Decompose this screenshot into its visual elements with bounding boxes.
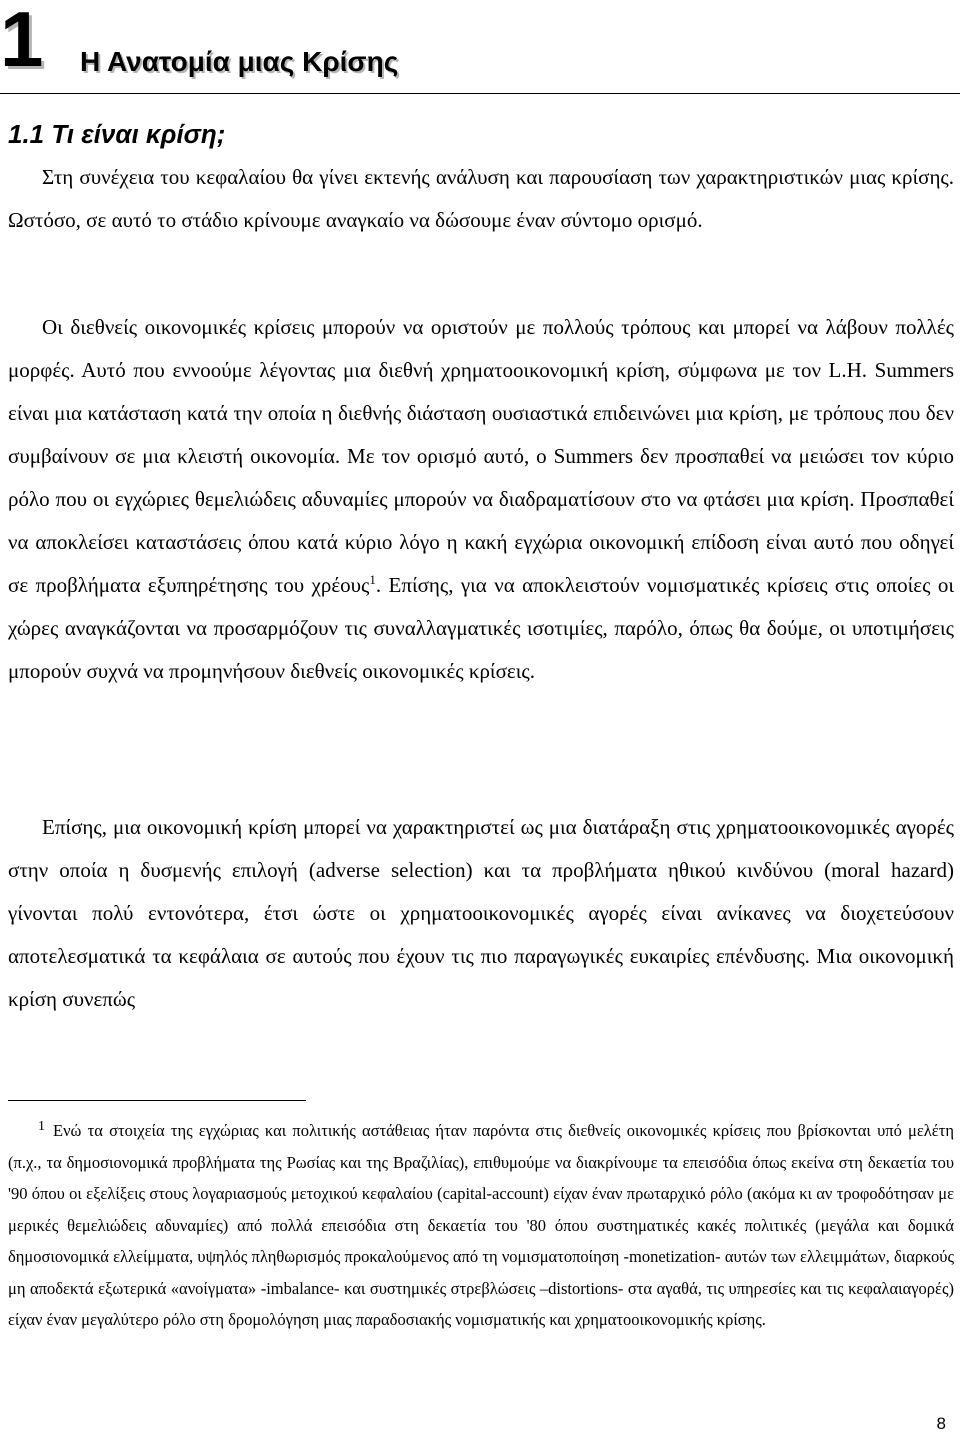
paragraph-1-text: Στη συνέχεια του κεφαλαίου θα γίνει εκτενής ανάλυση και παρουσίαση των χαρακτηριστικών μιας κρίσης. Ωστόσο, σε αυτό το στάδιο κρίνουμε αναγκαίο να δώσουμε έναν σύντομο ορισμό.: [8, 165, 954, 232]
chapter-number: 1: [0, 0, 44, 83]
paragraph-3-text: Επίσης, μια οικονομική κρίση μπορεί να χαρακτηριστεί ως μια διατάραξη στις χρηματοοικονομικές αγορές στην οποία η δυσμενής επιλογή (adverse selection) και τα προβλήματα ηθικού κινδύνου (moral hazard) γίνονται πολύ εντονότερα, έτσι ώστε οι χρηματοοικονομικές αγορές είναι ανίκανες να διοχετεύσουν αποτελεσματικά τα κεφάλαια σε αυτούς που έχουν τις πιο παραγωγικές ευκαιρίες επένδυσης. Μια οικονομική κρίση συνεπώς: [8, 815, 954, 1011]
section-heading: 1.1 Τι είναι κρίση;: [8, 119, 226, 149]
footnote-separator: [8, 1100, 306, 1101]
footnote: [8, 1115, 954, 1336]
footnote-marker: 1: [38, 1118, 45, 1134]
footnote-text: Ενώ τα στοιχεία της εγχώριας και πολιτικής αστάθειας ήταν παρόντα στις διεθνείς οικονομικές κρίσεις που βρίσκονται υπό μελέτη (π.χ., τα δημοσιονομικά προβλήματα της Ρωσίας και της Βραζιλίας), επιθυμούμε να διακρίνουμε τα επεισόδια όπως εκείνα στη δεκαετία του '90 όπου οι εξελίξεις στους λογαριασμούς μετοχικού κεφαλαίου (capital-account) είχαν έναν πρωταρχικό ρόλο (ακόμα κι αν τροφοδότησαν με μερικές θεμελιώδεις αδυναμίες) από πολλά επεισόδια στη δεκαετία του '80 όπου συστηματικές κακές πολιτικές (μεγάλα και δομικά δημοσιονομικά ελλείμματα, υψηλός πληθωρισμός προκαλούμενος από τη νομισματοποίηση -monetization- αυτών των ελλειμμάτων, διαρκούς μη αποδεκτά εξωτερικά «ανοίγματα» -imbalance- και συστημικές στρεβλώσεις –distortions- στα αγαθά, τις υπηρεσίες και τις κεφαλαιαγορές) είχαν έναν μεγαλύτερο ρόλο στη δρομολόγηση μιας παραδοσιακής νομισματικής και χρηματοοικονομικής κρίσης.: [8, 1121, 954, 1329]
paragraph-2: [8, 306, 954, 693]
paragraph-2-text-part-1: Οι διεθνείς οικονομικές κρίσεις μπορούν να οριστούν με πολλούς τρόπους και μπορεί να λάβουν πολλές μορφές. Αυτό που εννοούμε λέγοντας μια διεθνή χρηματοοικονομική κρίση, σύμφωνα με τον L.H. Summers είναι μια κατάσταση κατά την οποία η διεθνής διάσταση ουσιαστικά επιδεινώνει μια κρίση, με τρόπους που δεν συμβαίνουν σε μια κλειστή οικονομία. Με τον ορισμό αυτό, ο Summers δεν προσπαθεί να μειώσει τον κύριο ρόλο που οι εγχώριες θεμελιώδεις αδυναμίες μπορούν να διαδραματίσουν στο να φτάσει μια κρίση. Προσπαθεί να αποκλείσει καταστάσεις όπου κατά κύριο λόγο η κακή εγχώρια οικονομική επίδοση είναι αυτό που οδηγεί σε προβλήματα εξυπηρέτησης του χρέους: [8, 315, 954, 597]
footnote-reference[interactable]: 1: [369, 572, 376, 587]
paragraph-2-text-part-2: . Επίσης, για να αποκλειστούν νομισματικές κρίσεις στις οποίες οι χώρες αναγκάζονται να προσαρμόζουν τις συναλλαγματικές ισοτιμίες, παρόλο, όπως θα δούμε, οι υποτιμήσεις μπορούν συχνά να προμηνήσουν διεθνείς οικονομικές κρίσεις.: [8, 573, 954, 683]
paragraph-1: [8, 156, 954, 242]
chapter-title: Η Ανατομία μιας Κρίσης: [80, 46, 399, 77]
page-number: 8: [936, 1414, 946, 1433]
chapter-divider: [0, 93, 960, 94]
paragraph-3: [8, 806, 954, 1021]
